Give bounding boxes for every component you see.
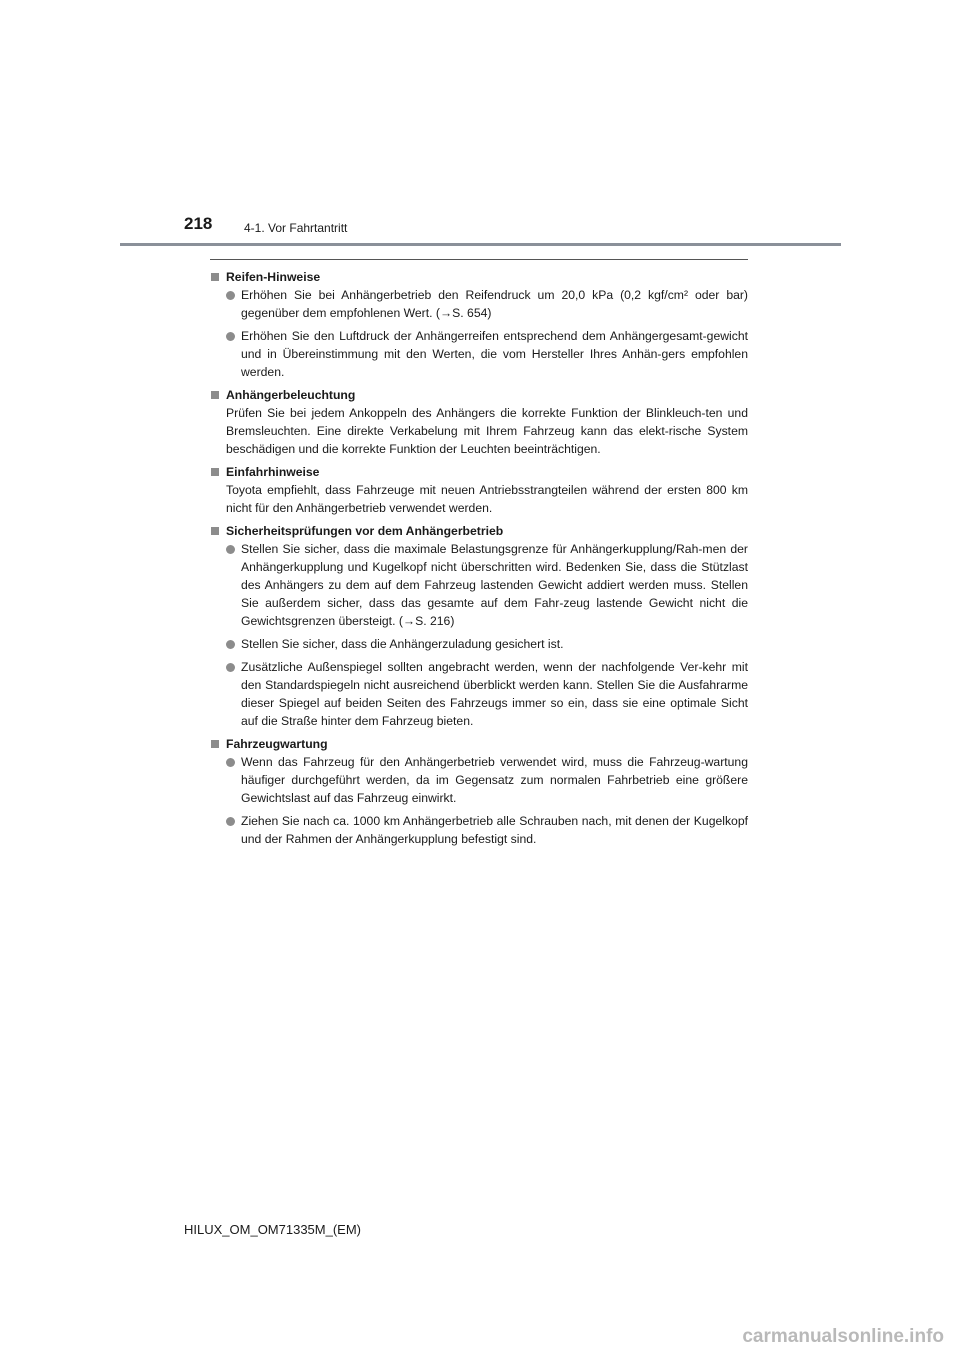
section-heading	[210, 463, 748, 481]
page-number: 218	[184, 214, 213, 233]
section-fahrzeugwartung	[210, 735, 748, 848]
section-heading	[210, 522, 748, 540]
paragraph: Prüfen Sie bei jedem Ankoppeln des Anhängers die korrekte Funktion der Blinkleuch-ten und Bremsleuchten. Eine direkte Verkabelung mit Ihrem Fahrzeug kann das elekt-rische System beschädigen und die korrekte Funktion der Leuchten beeinträchtigen.	[226, 406, 748, 456]
list-item	[210, 635, 748, 653]
footer-doc-id: HILUX_OM_OM71335M_(EM)	[184, 1222, 361, 1237]
paragraph: Toyota empfiehlt, dass Fahrzeuge mit neuen Antriebsstrangteilen während der ersten 800 km nicht für den Anhängerbetrieb verwendet werden.	[226, 483, 748, 515]
heading-text: Einfahrhinweise	[226, 465, 320, 479]
section-reifen-hinweise	[210, 268, 748, 381]
square-bullet-icon	[211, 468, 219, 476]
heading-text: Reifen-Hinweise	[226, 270, 321, 284]
list-item	[210, 812, 748, 848]
list-item-text: Stellen Sie sicher, dass die maximale Belastungsgrenze für Anhängerkupplung/Rah-men der Anhängerkupplung und Kugelkopf nicht überschritten wird. Bedenken Sie, dass die Stützlast des Anhängers zu dem auf dem Fahrzeug lastenden Gewicht addiert werden muss. Stellen Sie außerdem sicher, dass das gesamte auf dem Fahr-zeug lastende Gewicht nicht die Gewichtsgrenzen übersteigt. (→S. 216)	[241, 542, 748, 628]
circle-bullet-icon	[226, 332, 235, 341]
heading-text: Sicherheitsprüfungen vor dem Anhängerbetrieb	[226, 524, 504, 538]
circle-bullet-icon	[226, 640, 235, 649]
square-bullet-icon	[211, 273, 219, 281]
list-item	[210, 753, 748, 807]
list-item-text: Zusätzliche Außenspiegel sollten angebracht werden, wenn der nachfolgende Ver-kehr mit den Standardspiegeln nicht ausreichend überblickt werden kann. Stellen Sie die Ausfahrarme dieser Spiegel auf beiden Seiten des Fahrzeugs immer so ein, dass sie eine optimale Sicht auf die Straße hinter dem Fahrzeug bieten.	[241, 660, 748, 728]
watermark: carmanualsonline.info	[742, 1326, 944, 1347]
list-item-text: Erhöhen Sie den Luftdruck der Anhängerreifen entsprechend dem Anhängergesamt-gewicht und in Übereinstimmung mit den Werten, die vom Hersteller Ihres Anhän-gers empfohlen werden.	[241, 329, 748, 379]
square-bullet-icon	[211, 391, 219, 399]
list-item-text: Wenn das Fahrzeug für den Anhängerbetrieb verwendet wird, muss die Fahrzeug-wartung häufiger durchgeführt werden, da im Gegensatz zum normalen Fahrbetrieb eine größere Gewichtslast auf das Fahrzeug einwirkt.	[241, 755, 748, 805]
circle-bullet-icon	[226, 817, 235, 826]
header-rule	[120, 243, 841, 246]
section-heading	[210, 268, 748, 286]
section-heading	[210, 386, 748, 404]
section-anhaengerbeleuchtung	[210, 386, 748, 458]
circle-bullet-icon	[226, 758, 235, 767]
list-item	[210, 540, 748, 630]
section-sicherheitspruefungen	[210, 522, 748, 730]
list-item	[210, 658, 748, 730]
circle-bullet-icon	[226, 663, 235, 672]
list-item	[210, 327, 748, 381]
square-bullet-icon	[211, 527, 219, 535]
section-einfahrhinweise	[210, 463, 748, 517]
list-item	[210, 286, 748, 322]
section-heading	[210, 735, 748, 753]
square-bullet-icon	[211, 740, 219, 748]
heading-text: Fahrzeugwartung	[226, 737, 328, 751]
circle-bullet-icon	[226, 545, 235, 554]
chapter-title: 4-1. Vor Fahrtantritt	[244, 221, 348, 235]
circle-bullet-icon	[226, 291, 235, 300]
list-item-text: Erhöhen Sie bei Anhängerbetrieb den Reifendruck um 20,0 kPa (0,2 kgf/cm² oder bar) gegenüber dem empfohlenen Wert. (→S. 654)	[241, 288, 748, 320]
content-rule	[210, 259, 748, 260]
list-item-text: Ziehen Sie nach ca. 1000 km Anhängerbetrieb alle Schrauben nach, mit denen der Kugelkopf und der Rahmen der Anhängerkupplung befestigt sind.	[241, 814, 748, 846]
list-item-text: Stellen Sie sicher, dass die Anhängerzuladung gesichert ist.	[241, 637, 564, 651]
content-area	[210, 268, 748, 853]
heading-text: Anhängerbeleuchtung	[226, 388, 356, 402]
